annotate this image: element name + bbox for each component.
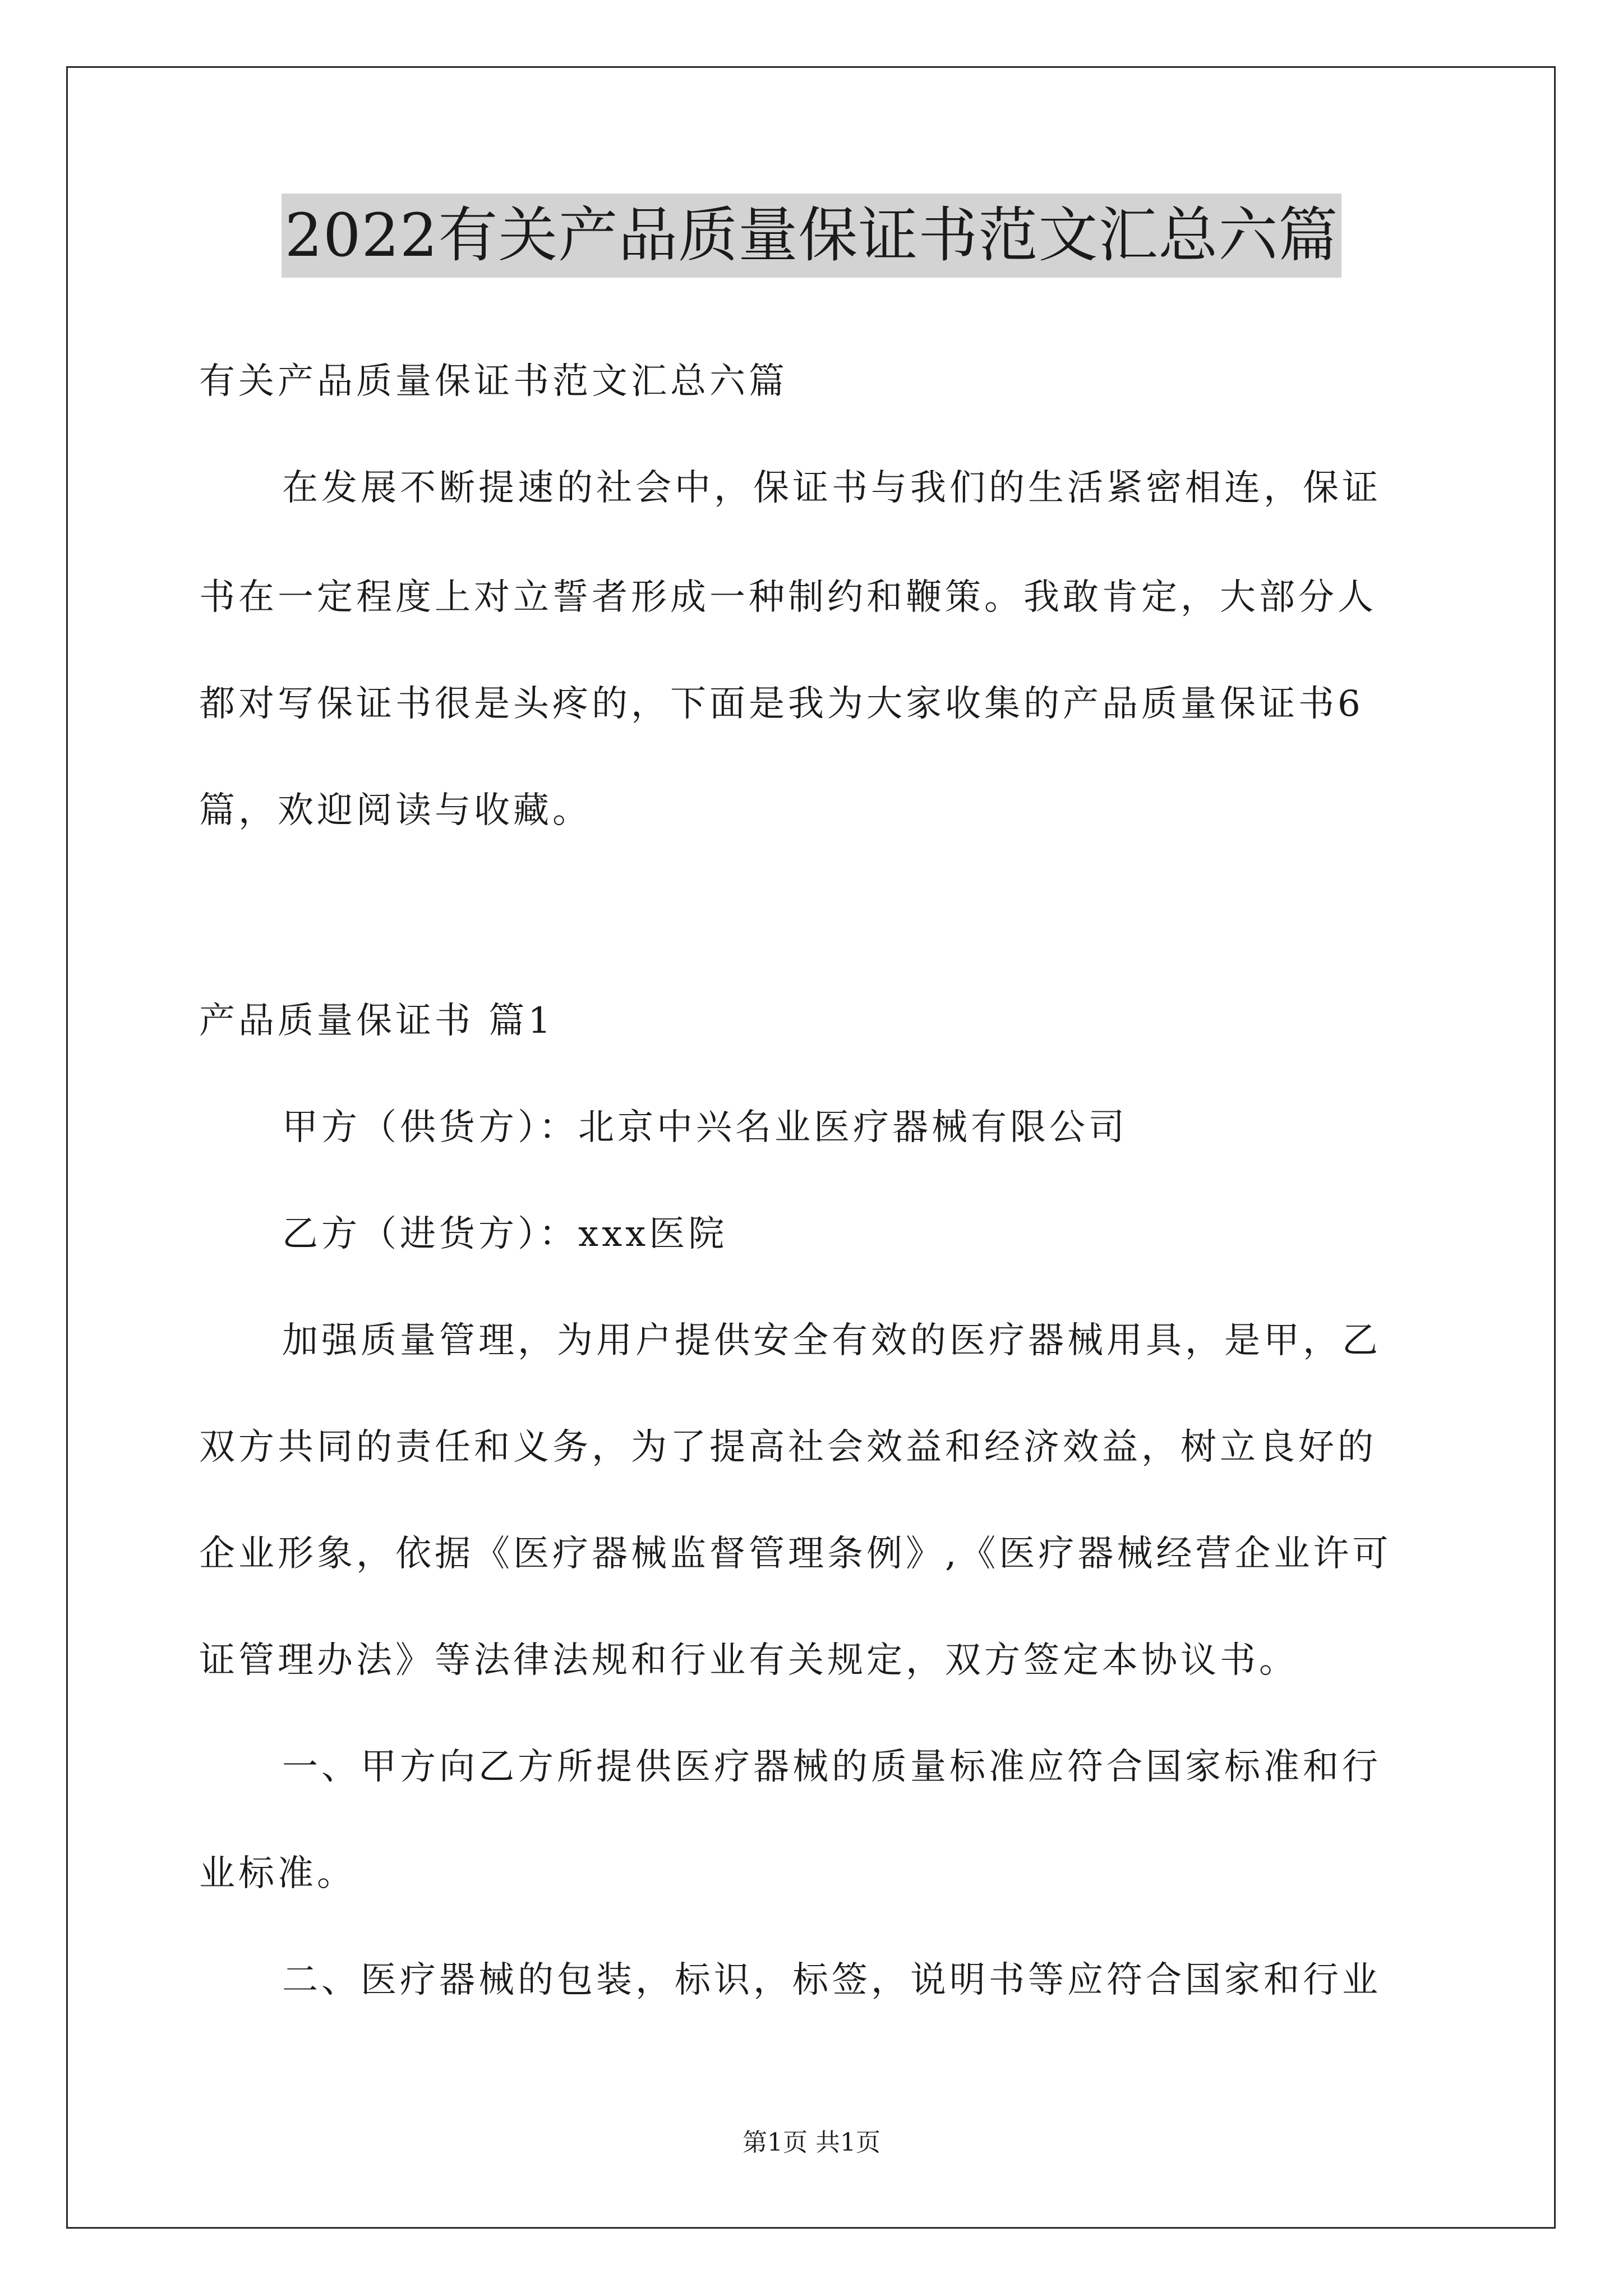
clause2-line-1: 二、医疗器械的包装，标识，标签，说明书等应符合国家和行业	[282, 1959, 1381, 2001]
clause1-line-1: 一、甲方向乙方所提供医疗器械的质量标准应符合国家标准和行	[282, 1746, 1381, 1788]
section-heading: 产品质量保证书 篇1	[199, 1000, 555, 1042]
intro-line-2: 书在一定程度上对立誓者形成一种制约和鞭策。我敢肯定，大部分人	[199, 577, 1377, 618]
party-b-line: 乙方（进货方）：xxx医院	[282, 1213, 728, 1255]
para1-line-4: 证管理办法》等法律法规和行业有关规定，双方签定本协议书。	[199, 1640, 1298, 1681]
clause1-line-2: 业标准。	[199, 1853, 356, 1894]
para1-line-1: 加强质量管理，为用户提供安全有效的医疗器械用具，是甲，乙	[282, 1320, 1381, 1361]
title-wrap	[0, 194, 1623, 278]
intro-line-4: 篇，欢迎阅读与收藏。	[199, 790, 592, 831]
para1-line-2: 双方共同的责任和义务，为了提高社会效益和经济效益，树立良好的	[199, 1427, 1377, 1468]
document-title: 2022有关产品质量保证书范文汇总六篇	[282, 194, 1342, 278]
para1-line-3: 企业形象，依据《医疗器械监督管理条例》,《医疗器械经营企业许可	[199, 1533, 1392, 1575]
page-footer: 第1页 共1页	[743, 2128, 880, 2157]
party-a-line: 甲方（供货方）：北京中兴名业医疗器械有限公司	[282, 1107, 1128, 1148]
document-subtitle: 有关产品质量保证书范文汇总六篇	[199, 361, 788, 402]
intro-line-3: 都对写保证书很是头疼的，下面是我为大家收集的产品质量保证书6	[199, 683, 1364, 725]
intro-line-1: 在发展不断提速的社会中，保证书与我们的生活紧密相连，保证	[282, 467, 1381, 509]
